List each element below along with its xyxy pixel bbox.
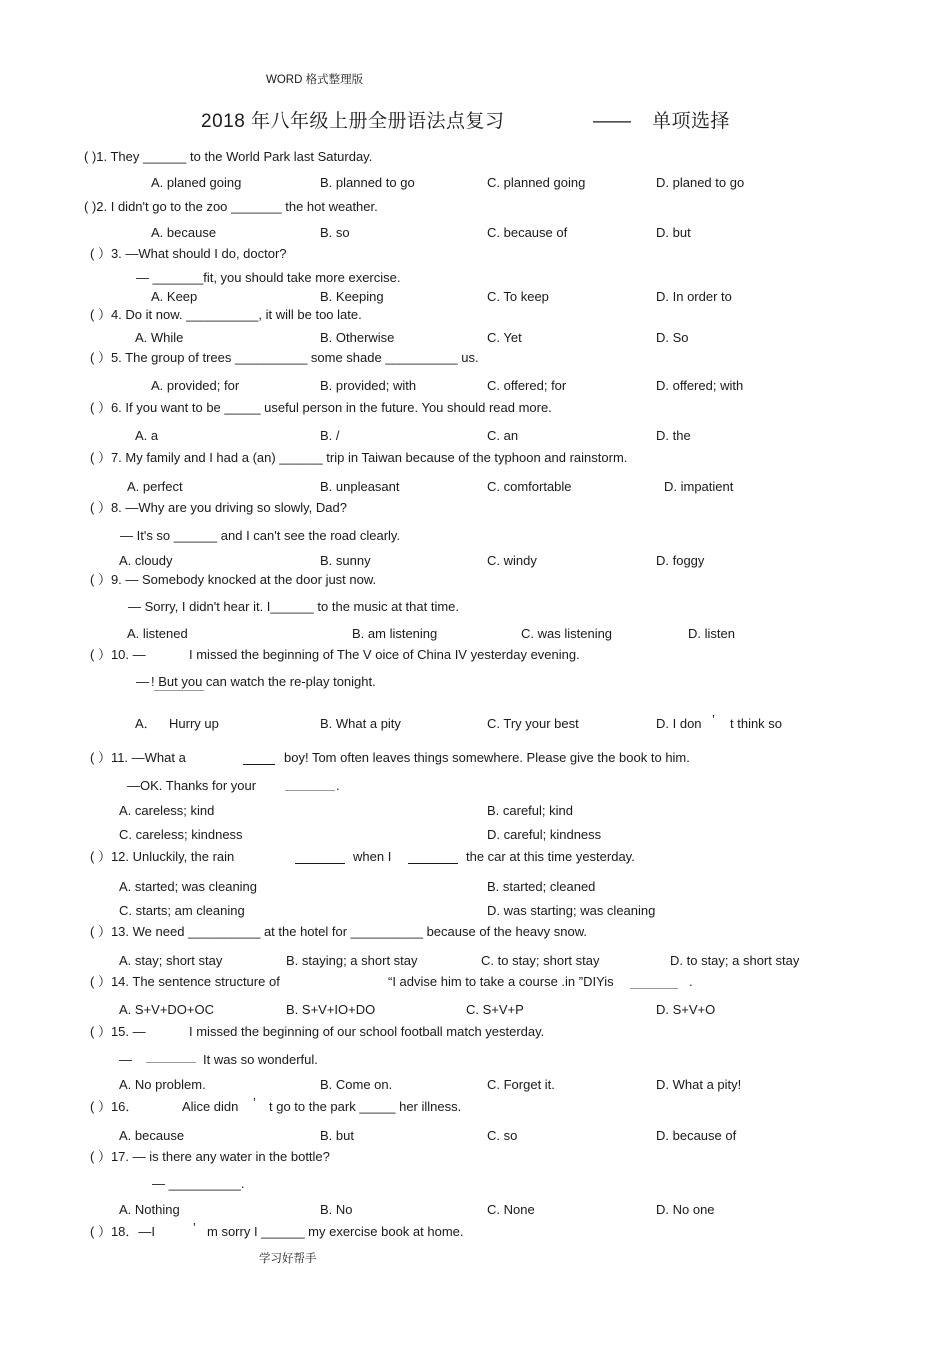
q14-blank: [630, 988, 678, 989]
q17-option-b: B. No: [320, 1202, 353, 1217]
q10-option-a: Hurry up: [169, 716, 219, 731]
q1-option-a: A. planed going: [151, 175, 242, 190]
q18-stem: m sorry I ______ my exercise book at home.: [207, 1224, 464, 1239]
q2-option-c: C. because of: [487, 225, 568, 240]
q11-number: ( ）11. —What a: [90, 750, 186, 765]
q9-reply: — Sorry, I didn't hear it. I______ to the music at that time.: [128, 599, 460, 614]
q11-option-b: B. careful; kind: [487, 803, 573, 818]
q2-option-a: A. because: [151, 225, 217, 240]
q9-option-d: D. listen: [688, 626, 735, 641]
page-header: WORD 格式整理版: [266, 74, 364, 86]
q16-stem-start: Alice didn: [182, 1099, 239, 1114]
q1-option-d: D. planed to go: [656, 175, 745, 190]
q14-quote: “I advise him to take a course .in ”DIYis: [388, 974, 614, 989]
q6-option-d: D. the: [656, 428, 691, 443]
q12-mid: when I: [353, 849, 392, 864]
q3-option-b: B. Keeping: [320, 289, 384, 304]
q2-stem: ( )2. I didn't go to the zoo _______ the hot weather.: [84, 199, 378, 214]
q7-option-b: B. unpleasant: [320, 479, 400, 494]
q1-option-b: B. planned to go: [320, 175, 415, 190]
q10-option-c: C. Try your best: [487, 716, 579, 731]
q12-option-d: D. was starting; was cleaning: [487, 903, 656, 918]
q7-option-a: A. perfect: [127, 479, 183, 494]
q8-stem: ( ）8. —Why are you driving so slowly, Dad?: [90, 500, 347, 515]
q8-option-a: A. cloudy: [119, 553, 173, 568]
q4-option-d: D. So: [656, 330, 689, 345]
q17-stem: ( ）17. — is there any water in the bottle?: [90, 1149, 330, 1164]
q12-blank-2: [408, 863, 458, 864]
q12-option-c: C. starts; am cleaning: [119, 903, 245, 918]
q7-option-c: C. comfortable: [487, 479, 572, 494]
q1-option-c: C. planned going: [487, 175, 586, 190]
q3-stem: ( ）3. —What should I do, doctor?: [90, 246, 287, 261]
q11-reply: —OK. Thanks for your: [127, 778, 257, 793]
q16-option-d: D. because of: [656, 1128, 737, 1143]
title-subtitle: 单项选择: [652, 111, 731, 132]
q8-option-c: C. windy: [487, 553, 537, 568]
q14-option-b: B. S+V+IO+DO: [286, 1002, 376, 1017]
q11-reply-end: .: [336, 778, 340, 793]
page-footer: 学习好帮手: [259, 1253, 317, 1265]
q9-option-b: B. am listening: [352, 626, 438, 641]
q17-option-d: D. No one: [656, 1202, 715, 1217]
q13-option-c: C. to stay; short stay: [481, 953, 600, 968]
q13-stem: ( ）13. We need __________ at the hotel for __________ because of the heavy snow.: [90, 924, 588, 939]
q10-stem: I missed the beginning of The V oice of China IV yesterday evening.: [189, 647, 580, 662]
q11-blank: [243, 764, 275, 765]
q15-option-d: D. What a pity!: [656, 1077, 742, 1092]
q14-option-d: D. S+V+O: [656, 1002, 716, 1017]
q4-option-c: C. Yet: [487, 330, 522, 345]
title-dash: ——: [593, 111, 631, 132]
q5-option-d: D. offered; with: [656, 378, 744, 393]
q5-stem: ( ）5. The group of trees __________ some shade __________ us.: [90, 350, 479, 365]
q3-option-c: C. To keep: [487, 289, 549, 304]
q16-option-b: B. but: [320, 1128, 354, 1143]
q10-reply-dash: —: [136, 674, 149, 689]
q11-option-d: D. careful; kindness: [487, 827, 602, 842]
q6-option-c: C. an: [487, 428, 519, 443]
q16-number: ( ）16．: [90, 1099, 139, 1114]
q7-stem: ( ）7. My family and I had a (an) ______ trip in Taiwan because of the typhoon and rainstorm.: [90, 450, 628, 465]
q11-option-c: C. careless; kindness: [119, 827, 243, 842]
q9-option-a: A. listened: [127, 626, 188, 641]
q4-stem: ( ）4. Do it now. __________, it will be too late.: [90, 307, 362, 322]
q18-apostrophe: ’: [193, 1220, 196, 1235]
q12-option-b: B. started; cleaned: [487, 879, 596, 894]
q17-reply: — __________.: [152, 1176, 245, 1191]
q13-option-d: D. to stay; a short stay: [670, 953, 800, 968]
q12-number: ( ）12. Unluckily, the rain: [90, 849, 235, 864]
q3-option-a: A. Keep: [151, 289, 198, 304]
q18-number: ( ）18．—I: [90, 1224, 156, 1239]
q5-option-a: A. provided; for: [151, 378, 240, 393]
q10-option-d-rest: t think so: [730, 716, 783, 731]
q17-option-c: C. None: [487, 1202, 535, 1217]
q17-option-a: A. Nothing: [119, 1202, 180, 1217]
q15-option-a: A. No problem.: [119, 1077, 206, 1092]
q15-reply: It was so wonderful.: [203, 1052, 318, 1067]
q4-option-b: B. Otherwise: [320, 330, 395, 345]
q14-option-a: A. S+V+DO+OC: [119, 1002, 215, 1017]
q2-option-b: B. so: [320, 225, 350, 240]
q6-option-a: A. a: [135, 428, 159, 443]
q15-number: ( ）15. —: [90, 1024, 146, 1039]
q5-option-b: B. provided; with: [320, 378, 417, 393]
q3-reply: — _______fit, you should take more exercise.: [136, 270, 401, 285]
q15-reply-dash: —: [119, 1052, 132, 1067]
q10-option-d-apostrophe: ’: [712, 712, 715, 727]
q8-reply: — It's so ______ and I can't see the road clearly.: [120, 528, 401, 543]
q10-blank: [154, 690, 204, 691]
q8-option-d: D. foggy: [656, 553, 705, 568]
q12-blank-1: [295, 863, 345, 864]
q15-blank: [146, 1062, 196, 1063]
q16-option-a: A. because: [119, 1128, 185, 1143]
q14-number: ( ）14. The sentence structure of: [90, 974, 280, 989]
q3-option-d: D. In order to: [656, 289, 732, 304]
q15-option-b: B. Come on.: [320, 1077, 393, 1092]
q11-option-a: A. careless; kind: [119, 803, 215, 818]
q10-option-b: B. What a pity: [320, 716, 401, 731]
q14-option-c: C. S+V+P: [466, 1002, 524, 1017]
q14-end: .: [689, 974, 693, 989]
q15-stem: I missed the beginning of our school football match yesterday.: [189, 1024, 545, 1039]
q15-option-c: C. Forget it.: [487, 1077, 555, 1092]
q7-option-d: D. impatient: [664, 479, 734, 494]
q13-option-a: A. stay; short stay: [119, 953, 223, 968]
q2-option-d: D. but: [656, 225, 691, 240]
q1-stem: ( )1. They ______ to the World Park last Saturday.: [84, 149, 373, 164]
q4-option-a: A. While: [135, 330, 184, 345]
q10-number: ( ）10. —: [90, 647, 146, 662]
q8-option-b: B. sunny: [320, 553, 371, 568]
q12-end: the car at this time yesterday.: [466, 849, 635, 864]
q13-option-b: B. staying; a short stay: [286, 953, 418, 968]
q6-option-b: B. /: [320, 428, 340, 443]
q9-option-c: C. was listening: [521, 626, 613, 641]
q6-stem: ( ）6. If you want to be _____ useful person in the future. You should read more.: [90, 400, 552, 415]
page-title: 2018 年八年级上册全册语法点复习: [201, 111, 505, 132]
q11-reply-blank: [285, 790, 335, 791]
q12-option-a: A. started; was cleaning: [119, 879, 258, 894]
q10-option-d: D. I don: [656, 716, 702, 731]
q5-option-c: C. offered; for: [487, 378, 567, 393]
q16-stem-rest: t go to the park _____ her illness.: [269, 1099, 462, 1114]
q16-option-c: C. so: [487, 1128, 518, 1143]
q9-stem: ( ）9. — Somebody knocked at the door just now.: [90, 572, 377, 587]
q16-apostrophe: ’: [253, 1095, 256, 1110]
q10-reply: ! But you can watch the re-play tonight.: [151, 674, 376, 689]
q10-option-a-letter: A．: [135, 716, 157, 731]
q11-stem: boy! Tom often leaves things somewhere. Please give the book to him.: [284, 750, 690, 765]
